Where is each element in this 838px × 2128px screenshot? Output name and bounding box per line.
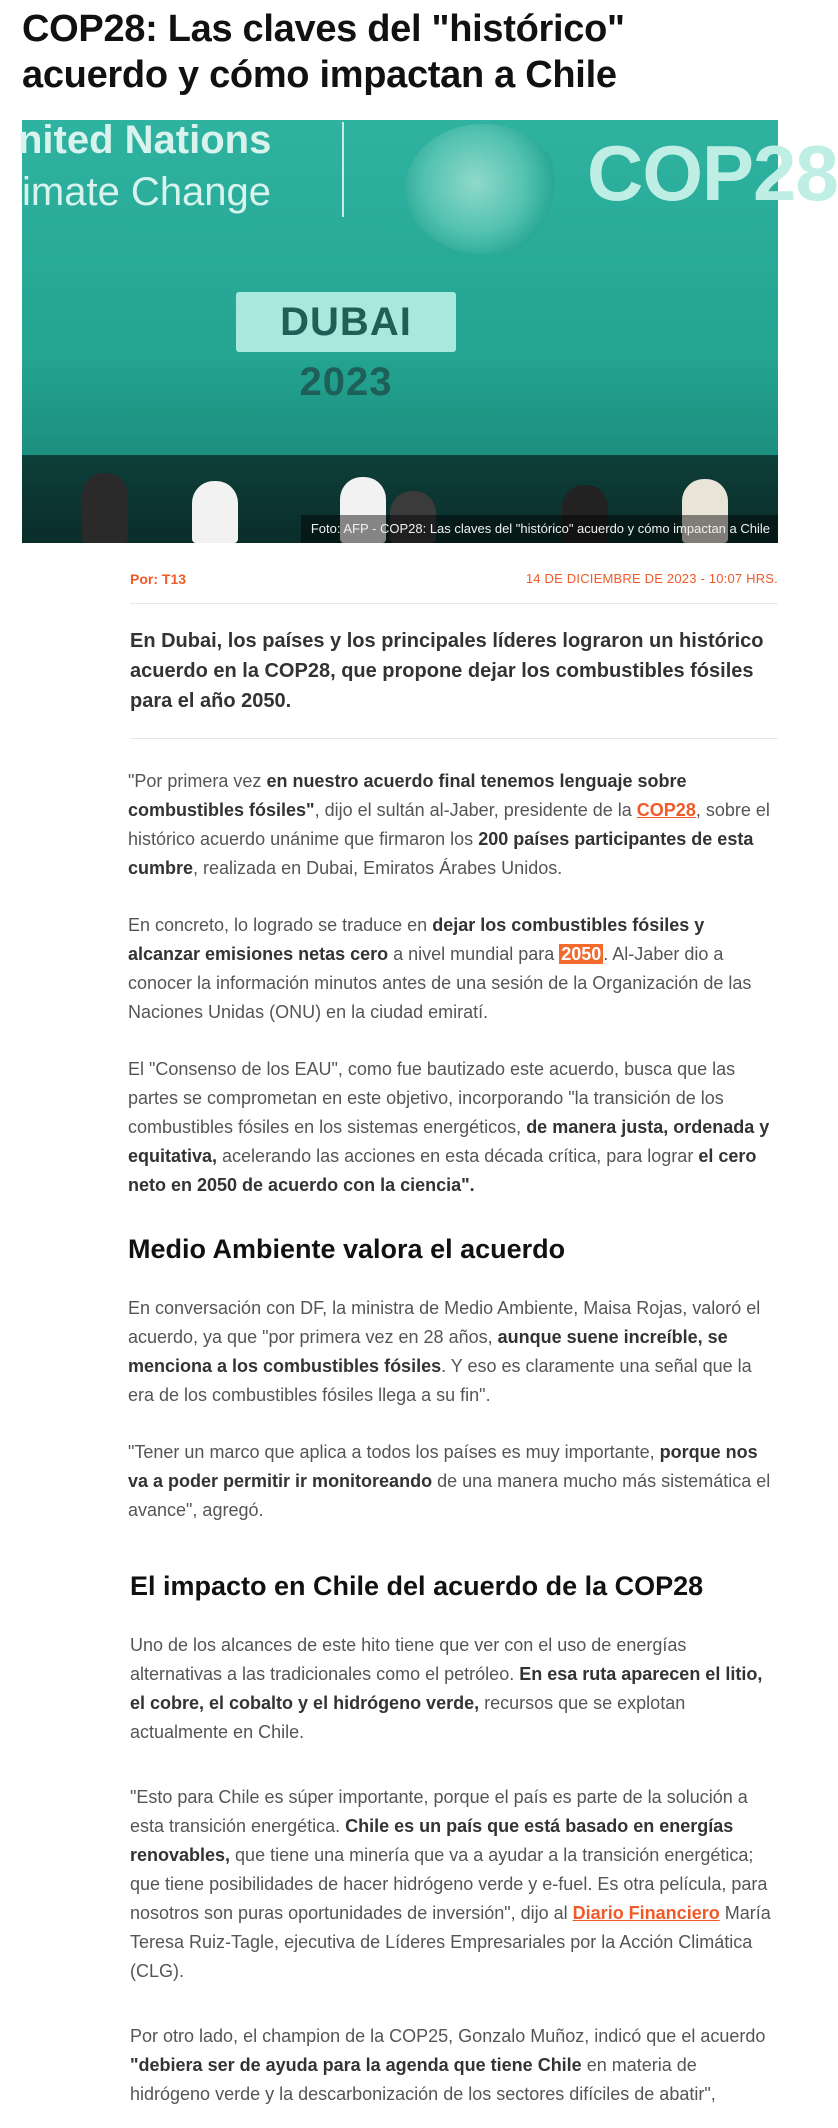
paragraph-3: El "Consenso de los EAU", como fue bautizado este acuerdo, busca que las partes se comprometan en este objetivo, incorporando "la transición de los combustibles fósiles en los sistemas energéticos, de manera justa, ordenada y equitativa, acelerando las acciones en esta década crítica, para lograr el cero neto en 2050 de acuerdo con la ciencia". xyxy=(128,1059,770,1195)
section-heading-medio-ambiente: Medio Ambiente valora el acuerdo xyxy=(128,1234,566,1264)
diario-financiero-link[interactable]: Diario Financiero xyxy=(572,1903,720,1923)
article-title: COP28: Las claves del "histórico" acuerdo y cómo impactan a Chile xyxy=(22,8,625,96)
paragraph-5: "Tener un marco que aplica a todos los países es muy importante, porque nos va a poder permitir ir monitoreando de una manera mucho más sistemática el avance", agregó. xyxy=(128,1442,771,1520)
un-logo-text: nited Nations xyxy=(18,118,272,162)
lead-divider xyxy=(130,738,778,739)
cop28-logo-text: COP28 xyxy=(587,129,838,217)
author-byline[interactable]: Por: T13 xyxy=(130,571,187,587)
article-meta xyxy=(130,571,778,587)
paragraph-8: Por otro lado, el champion de la COP25, Gonzalo Muñoz, indicó que el acuerdo "debiera ser de ayuda para la agenda que tiene Chile en materia de hidrógeno verde y la descarbonización de los sectores difíciles de abatir", xyxy=(130,2026,766,2104)
person-figure xyxy=(192,481,238,543)
publish-date: 14 DE DICIEMBRE DE 2023 - 10:07 HRS. xyxy=(525,571,778,586)
person-figure xyxy=(82,473,128,543)
un-logo-text-2: imate Change xyxy=(22,170,272,214)
section-heading-impacto-chile: El impacto en Chile del acuerdo de la COP28 xyxy=(130,1571,704,1601)
paragraph-4: En conversación con DF, la ministra de Medio Ambiente, Maisa Rojas, valoró el acuerdo, ya que "por primera vez en 28 años, aunque suene increíble, se menciona a los combustibles fósiles. Y eso es claramente una señal que la era de los combustibles fósiles llega a su fin". xyxy=(128,1298,761,1405)
dubai-2023-sign: DUBAI 2023 xyxy=(236,292,456,352)
cop28-link[interactable]: COP28 xyxy=(636,800,696,820)
paragraph-2: En concreto, lo logrado se traduce en dejar los combustibles fósiles y alcanzar emisiones netas cero a nivel mundial para 2050 . Al-Jaber dio a conocer la información minutos antes de una sesión de la Organización de las Naciones Unidas (ONU) en la ciudad emiratí. xyxy=(128,915,752,1022)
paragraph-7: "Esto para Chile es súper importante, porque el país es parte de la solución a esta transición energética. Chile es un país que está basado en energías renovables, que tiene una minería que va a ayudar a la transición energética; que tiene posibilidades de hacer hidrógeno verde y e-fuel. Es otra película, para nosotros son puras oportunidades de inversión", dijo al Diario Financiero María Teresa Ruiz-Tagle, ejecutiva de Líderes Empresariales por la Acción Climática (CLG). xyxy=(130,1787,771,1981)
paragraph-6: Uno de los alcances de este hito tiene que ver con el uso de energías alternativas a las tradicionales como el petróleo. En esa ruta aparecen el litio, el cobre, el cobalto y el hidrógeno verde, recursos que se explotan actualmente en Chile. xyxy=(130,1635,763,1742)
article-lead: En Dubai, los países y los principales líderes lograron un histórico acuerdo en la COP28, que propone dejar los combustibles fósiles para el año 2050. xyxy=(130,630,764,712)
cop-globe-emblem xyxy=(405,124,561,254)
image-caption: Foto: AFP - COP28: Las claves del "histórico" acuerdo y cómo impactan a Chile xyxy=(301,515,778,543)
hero-image xyxy=(18,118,838,543)
logo-divider xyxy=(342,122,344,217)
meta-divider xyxy=(130,603,778,604)
paragraph-1: "Por primera vez en nuestro acuerdo final tenemos lenguaje sobre combustibles fósiles", dijo el sultán al-Jaber, presidente de la COP28, sobre el histórico acuerdo unánime que firmaron los 200 países participantes de esta cumbre, realizada en Dubai, Emiratos Árabes Unidos. xyxy=(128,771,770,878)
highlight-2050: 2050 xyxy=(561,944,602,964)
